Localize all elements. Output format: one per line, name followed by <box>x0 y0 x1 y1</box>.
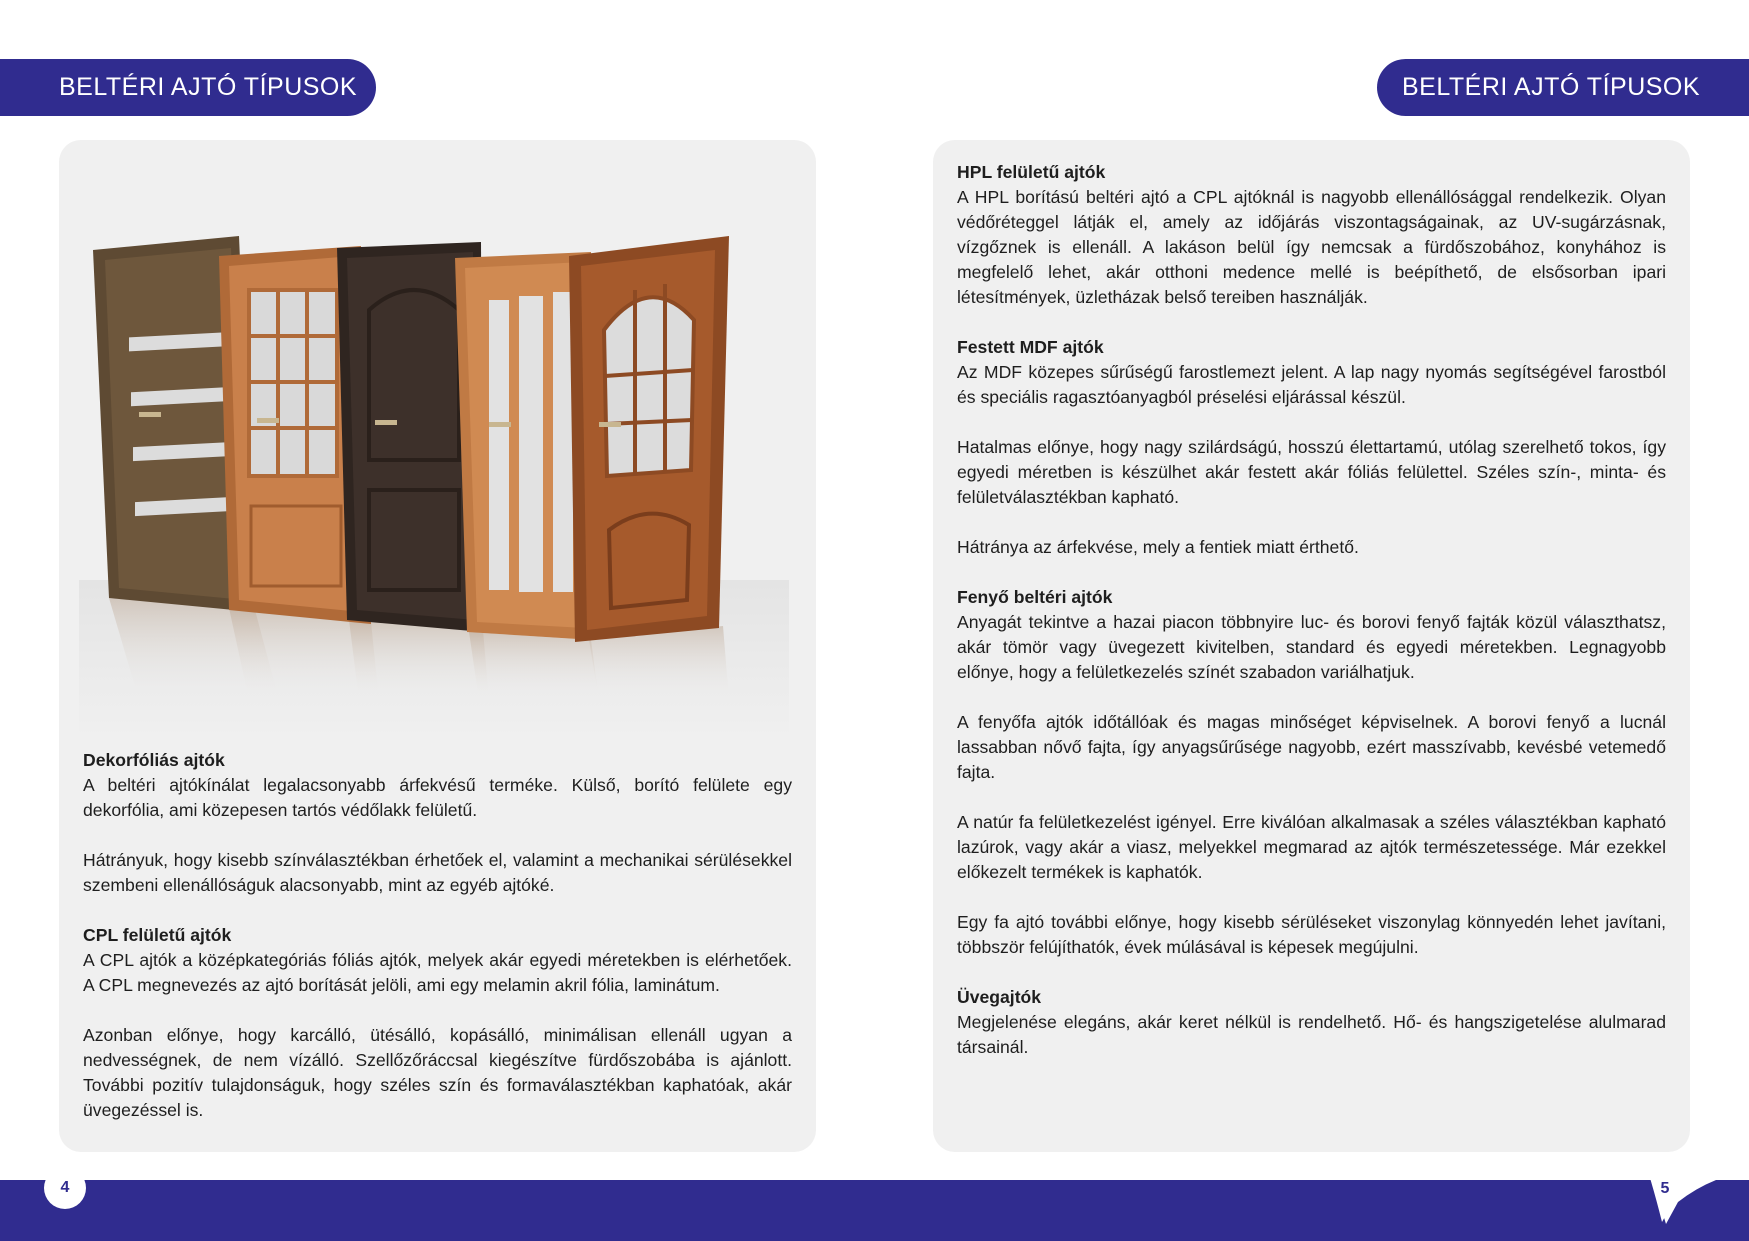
paragraph: Egy fa ajtó további előnye, hogy kisebb sérüléseket viszonylag könnyedén lehet javítani, többször felújíthatók, évek múlásával is képesek megújulni. <box>957 912 1666 957</box>
header-tab-left <box>0 59 376 116</box>
page-number-right-text: 5 <box>1660 1180 1670 1197</box>
section-dekorfolias <box>83 748 792 898</box>
doors-photo-icon <box>79 180 789 740</box>
paragraph: Azonban előnye, hogy karcálló, ütésálló, kopásálló, minimálisan ellenáll ugyan a nedvességnek, de nem vízálló. Szellőzőráccsal kiegészítve fürdőszobába is ajánlott. További pozitív tulajdonságuk, hogy széles szín és formaválasztékban kaphatóak, akár üvegezéssel is. <box>83 1025 792 1120</box>
page-number-left-text: 4 <box>60 1179 70 1196</box>
paragraph: Megjelenése elegáns, akár keret nélkül is rendelhető. Hő- és hangszigetelése alulmarad társainál. <box>957 1012 1666 1057</box>
section-heading: Üvegajtók <box>957 987 1042 1007</box>
section-cpl <box>83 923 792 1123</box>
header-title-right: BELTÉRI AJTÓ TÍPUSOK <box>1402 73 1701 101</box>
paragraph: Hatalmas előnye, hogy nagy szilárdságú, hosszú élettartamú, utólag szerelhető tokos, így egyedi méretben is készülhet akár festett akár fóliás felülettel. Széles szín-, minta- és felületválasztékban kapható. <box>957 437 1666 507</box>
right-text-block <box>957 160 1666 1085</box>
paragraph: A HPL borítású beltéri ajtó a CPL ajtóknál is nagyobb ellenállósággal rendelkezik. Olyan védőréteggel látják el, amely az időjárás viszontagságainak, az UV-sugárzásnak, vízgőznek is ellenáll. A lakáson belül így nemcsak a fürdőszobához, konyhához is megfelelő lehet, akár otthoni medence mellé is beépíthető, de elsősorban ipari létesítmények, üzletházak belső tereiben használják. <box>957 187 1666 307</box>
paragraph: A CPL ajtók a középkategóriás fóliás ajtók, melyek akár egyedi méretekben is elérhetőek. A CPL megnevezés az ajtó borítását jelöli, ami egy melamin akril fólia, laminátum. <box>83 950 792 995</box>
left-content-panel <box>59 140 816 1152</box>
section-hpl <box>957 160 1666 310</box>
section-heading: CPL felületű ajtók <box>83 925 232 945</box>
page-number-right-badge <box>1620 1178 1749 1228</box>
paragraph: A beltéri ajtókínálat legalacsonyabb árfekvésű terméke. Külső, borító felülete egy dekorfólia, ami közepesen tartós védőlakk felületű. <box>83 775 792 820</box>
section-heading: Dekorfóliás ajtók <box>83 750 225 770</box>
paragraph: A natúr fa felületkezelést igényel. Erre kiválóan alkalmasak a széles választékban kapható lazúrok, vagy akár a viasz, melyekkel megmarad az ajtók természetessége. Már ezekkel előkezelt termékek is kaphatók. <box>957 812 1666 882</box>
section-fenyo <box>957 585 1666 960</box>
page-number-right <box>1650 1176 1680 1202</box>
header-title-left: BELTÉRI AJTÓ TÍPUSOK <box>59 73 358 101</box>
paragraph: Hátrányuk, hogy kisebb színválasztékban érhetőek el, valamint a mechanikai sérülésekkel szembeni ellenállóságuk alacsonyabb, mint az egyéb ajtóké. <box>83 850 792 895</box>
paragraph: A fenyőfa ajtók időtállóak és magas minőséget képviselnek. A borovi fenyő a lucnál lassabban nővő fajta, így anyagsűrűsége nagyobb, ezért masszívabb, kevésbé vetemedő fajta. <box>957 712 1666 782</box>
section-mdf <box>957 335 1666 560</box>
paragraph: Az MDF közepes sűrűségű farostlemezt jelent. A lap nagy nyomás segítségével farostból és speciális ragasztóanyagból préselési eljárással készül. <box>957 362 1666 407</box>
right-content-panel <box>933 140 1690 1152</box>
footer-bar <box>0 1180 1749 1241</box>
left-text-block <box>83 748 792 1148</box>
header-tab-right <box>1377 59 1749 116</box>
section-heading: Festett MDF ajtók <box>957 337 1104 357</box>
section-heading: Fenyő beltéri ajtók <box>957 587 1113 607</box>
paragraph: Hátránya az árfekvése, mely a fentiek miatt érthető. <box>957 537 1359 557</box>
section-heading: HPL felületű ajtók <box>957 162 1106 182</box>
section-uvegajtok <box>957 985 1666 1060</box>
page-number-left <box>44 1167 86 1209</box>
paragraph: Anyagát tekintve a hazai piacon többnyire luc- és borovi fenyő fajták közül választhatsz, akár tömör vagy üvegezett kivitelben, standard és egyedi méretekben. Legnagyobb előnye, hogy a felületkezelés színét szabadon variálhatjuk. <box>957 612 1666 682</box>
